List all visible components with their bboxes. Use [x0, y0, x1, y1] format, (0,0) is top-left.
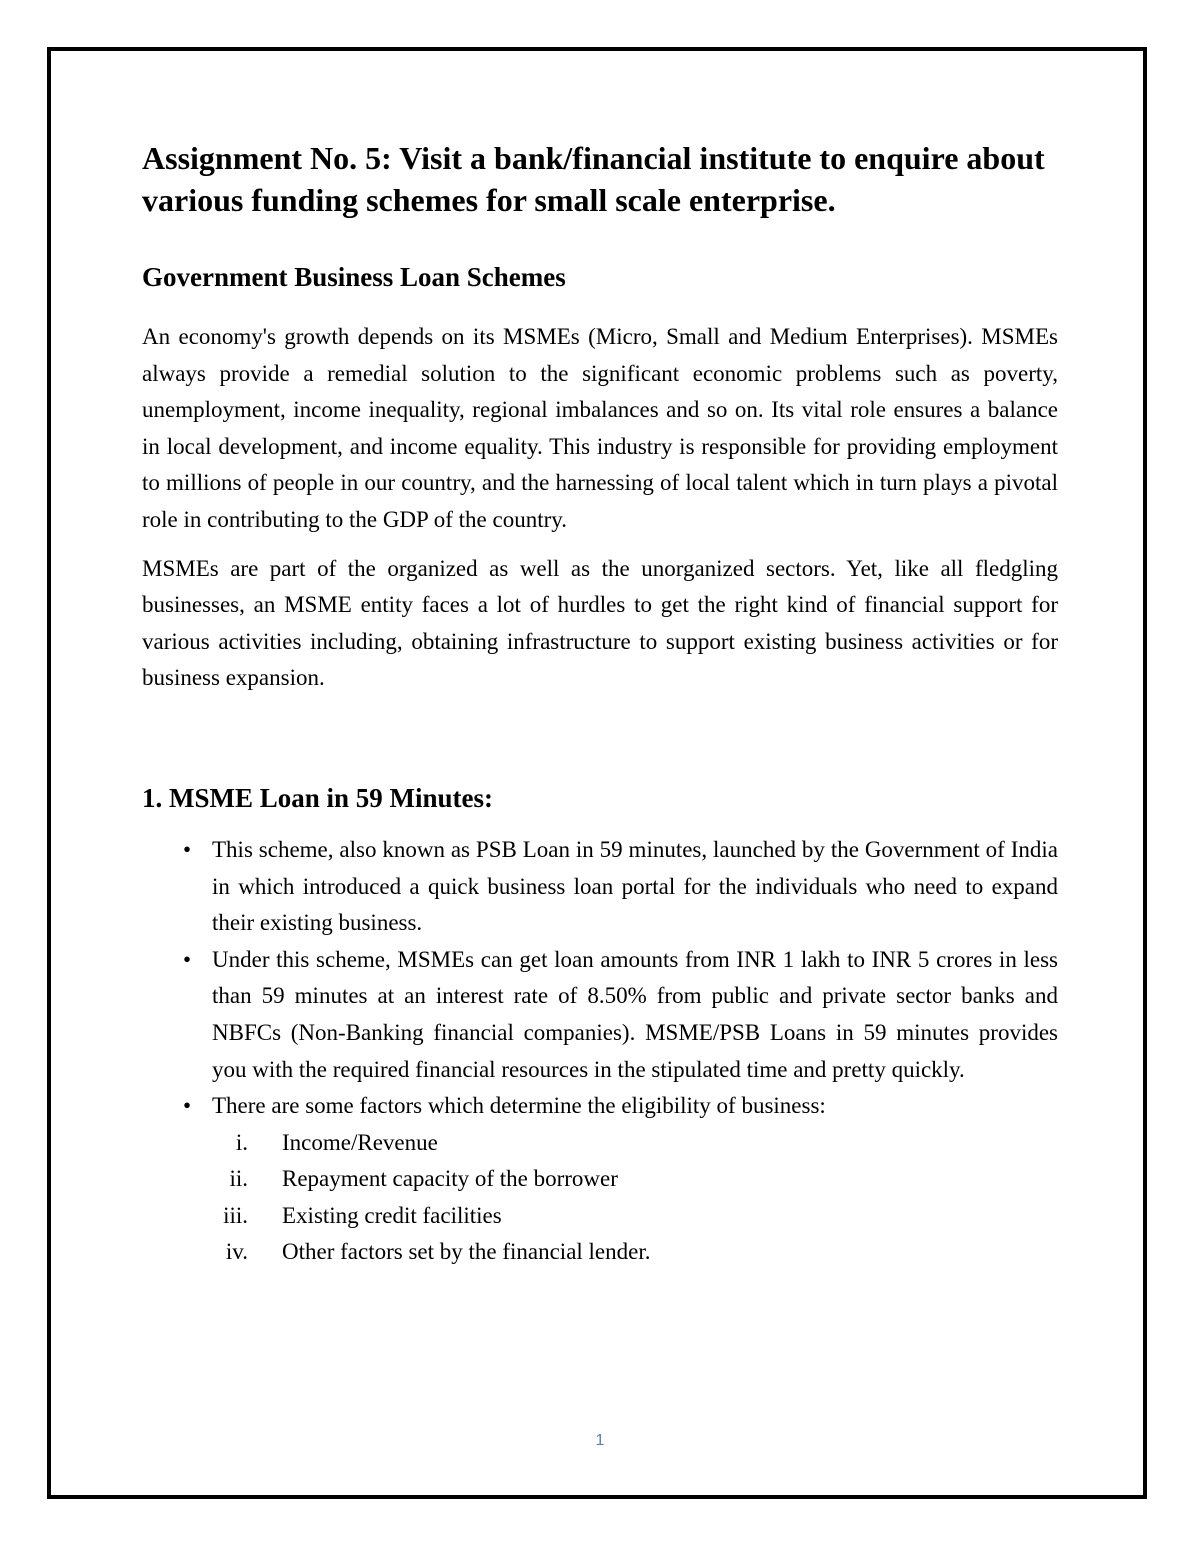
- list-number: iii.: [223, 1202, 248, 1228]
- page-number: 1: [595, 1432, 605, 1449]
- list-item: [142, 1088, 1058, 1125]
- list-number: iv.: [225, 1239, 248, 1265]
- list-item-text: This scheme, also known as PSB Loan in 59 minutes, launched by the Government of India in which introduced a quick business loan portal for the individuals who need to expand their existing business.: [212, 836, 1058, 936]
- list-number: i.: [235, 1129, 248, 1155]
- list-item-text: Repayment capacity of the borrower: [282, 1166, 618, 1192]
- list-number: ii.: [229, 1166, 248, 1192]
- bullet-icon: •: [182, 1093, 192, 1119]
- section-heading: Government Business Loan Schemes: [142, 262, 566, 292]
- list-item: [142, 1125, 1058, 1162]
- list-item-text: Income/Revenue: [282, 1129, 438, 1155]
- document-content: [142, 137, 1058, 1271]
- list-item: [142, 1198, 1058, 1235]
- page-title: Assignment No. 5: Visit a bank/financial institute to enquire about various funding schemes for small scale enterprise.: [142, 140, 1045, 218]
- list-item-text: There are some factors which determine the eligibility of business:: [212, 1093, 826, 1119]
- list-item-text: Existing credit facilities: [282, 1202, 502, 1228]
- bullet-icon: •: [182, 836, 192, 862]
- msme-challenges-paragraph: MSMEs are part of the organized as well as the unorganized sectors. Yet, like all fledgling businesses, an MSME entity faces a lot of hurdles to get the right kind of financial support for various activities including, obtaining infrastructure to support existing business activities or for business expansion.: [142, 555, 1058, 691]
- list-item-text: Other factors set by the financial lender.: [282, 1239, 651, 1265]
- list-item-text: Under this scheme, MSMEs can get loan amounts from INR 1 lakh to INR 5 crores in less than 59 minutes at an interest rate of 8.50% from public and private sector banks and NBFCs (Non-Banking financial companies). MSME/PSB Loans in 59 minutes provides you with the required financial resources in the stipulated time and pretty quickly.: [212, 946, 1058, 1082]
- list-item: [142, 942, 1058, 1088]
- list-item: [142, 832, 1058, 942]
- eligibility-factor-list: [142, 1125, 1058, 1271]
- list-item: [142, 1161, 1058, 1198]
- scheme-heading: 1. MSME Loan in 59 Minutes:: [142, 782, 494, 813]
- list-item: [142, 1234, 1058, 1271]
- bullet-icon: •: [182, 946, 192, 972]
- intro-paragraph: An economy's growth depends on its MSMEs (Micro, Small and Medium Enterprises). MSMEs always provide a remedial solution to the significant economic problems such as poverty, unemployment, income inequality, regional imbalances and so on. Its vital role ensures a balance in local development, and income equality. This industry is responsible for providing employment to millions of people in our country, and the harnessing of local talent which in turn plays a pivotal role in contributing to the GDP of the country.: [142, 324, 1058, 532]
- scheme-bullet-list: [142, 832, 1058, 1125]
